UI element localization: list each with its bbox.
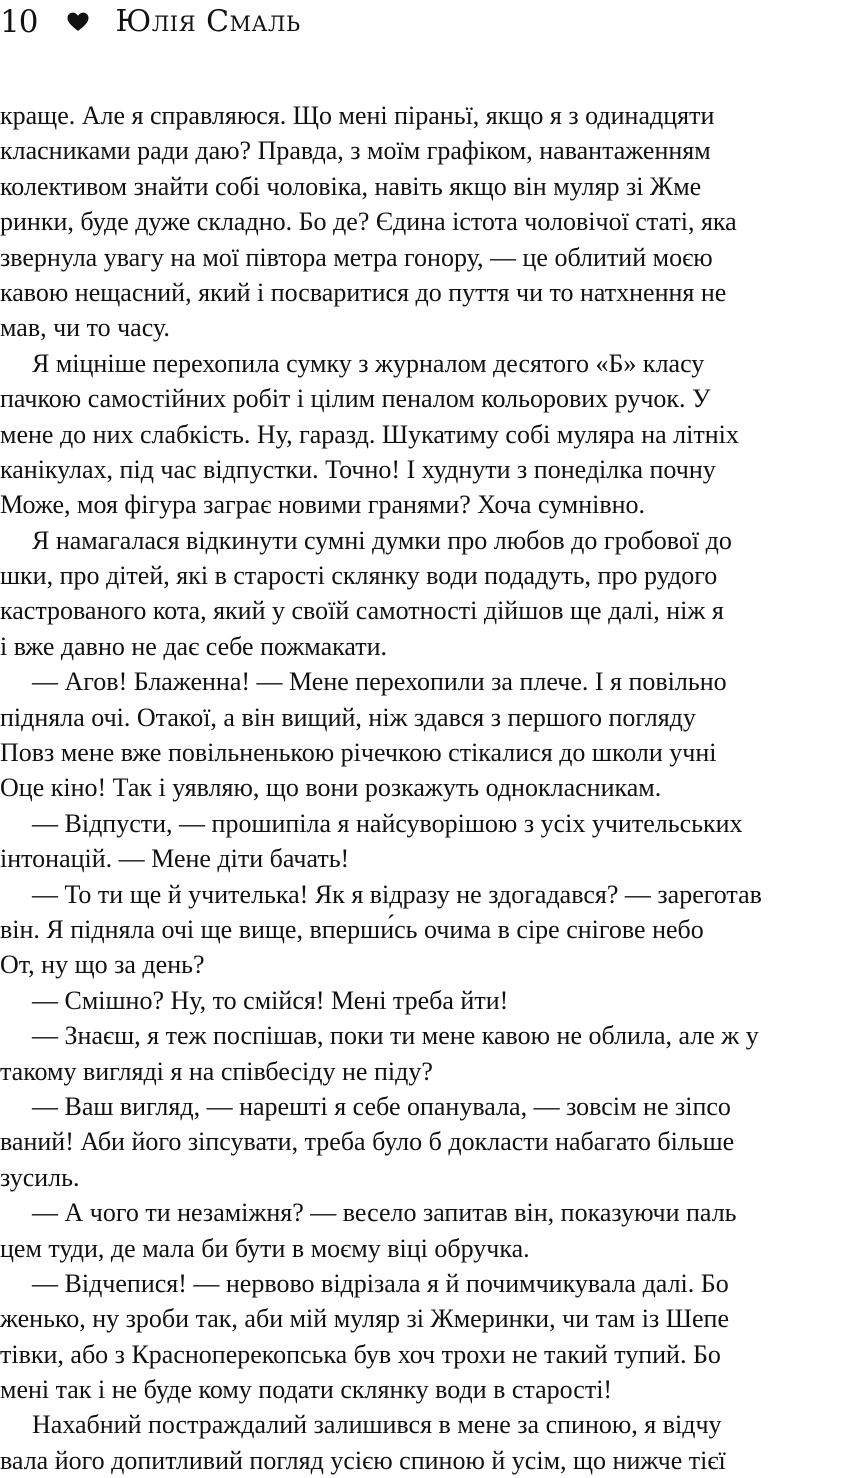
text-line: пачкою самостійних робіт і цілим пеналом кольорових ручок. У [0, 384, 711, 414]
body-text [0, 98, 864, 1478]
text-line: класниками ради даю? Правда, з моїм графіком, навантаженням [0, 136, 711, 166]
text-line: шки, про дітей, які в старості склянку води подадуть, про рудого [0, 561, 718, 591]
text-line: мав, чи то часу. [0, 313, 170, 343]
text-line: підняла очі. Отакої, а він вищий, ніж здався з першого погляду [0, 702, 696, 732]
text-line: мені так і не буде кому подати склянку води в старості! [0, 1375, 613, 1405]
text-line: і вже давно не дає себе пожмакати. [0, 631, 388, 661]
text-line: канікулах, під час відпустки. Точно! І худнути з понеділка почну [0, 454, 716, 484]
text-line: — То ти ще й учителька! Як я відразу не здогадався? — зареготав [32, 879, 762, 909]
text-line: Я міцніше перехопила сумку з журналом десятого «Б» класу [32, 348, 705, 378]
text-line: — Відпусти, — прошипіла я найсуворішою з усіх учительських [32, 808, 743, 838]
text-line: ваний! Аби його зіпсувати, треба було б докласти набагато більше [0, 1127, 735, 1157]
text-line: Нахабний постраждалий залишився в мене за спиною, я відчу [32, 1410, 722, 1440]
text-line: зусиль. [0, 1162, 80, 1192]
page-number: 10 [0, 3, 38, 40]
author-name: Юлія Смаль [115, 4, 301, 39]
text-line: такому вигляді я на співбесіду не піду? [0, 1056, 433, 1086]
text-line: — Агов! Блаженна! — Мене перехопили за плече. І я повільно [32, 667, 727, 697]
text-line: кастрованого кота, який у своїй самотності дійшов ще далі, ніж я [0, 596, 724, 626]
text-line: — Відчепися! — нервово відрізала я й почимчикувала далі. Бо [32, 1268, 729, 1298]
text-line: Повз мене вже повільненькою річечкою стікалися до школи учні [0, 738, 717, 768]
text-line: тівки, або з Красноперекопська був хоч трохи не такий тупий. Бо [0, 1339, 721, 1369]
text-line: — Ваш вигляд, — нарешті я себе опанувала, — зовсім не зіпсо [32, 1091, 731, 1121]
heart-icon [67, 12, 89, 32]
text-line: — А чого ти незаміжня? — весело запитав він, показуючи паль [32, 1198, 737, 1228]
text-line: Оце кіно! Так і уявляю, що вони розкажуть однокласникам. [0, 773, 662, 803]
text-line: Може, моя фігура заграє новими гранями? Хоча сумнівно. [0, 490, 646, 520]
text-line: От, ну що за день? [0, 950, 205, 980]
text-line: кавою нещасний, який і посваритися до пуття чи то натхнення не [0, 277, 727, 307]
text-line: вала його допитливий погляд усією спиною й усім, що нижче тієї [0, 1445, 726, 1475]
text-line: Я намагалася відкинути сумні думки про любов до гробової до [32, 525, 732, 555]
text-line: він. Я підняла очі ще вище, вперши́сь очима в сіре снігове небо [0, 914, 704, 944]
text-line: цем туди, де мала би бути в моєму віці обручка. [0, 1233, 530, 1263]
text-line: звернула увагу на мої півтора метра гонору, — це облитий моєю [0, 242, 713, 272]
text-line: ринки, буде дуже складно. Бо де? Єдина істота чоловічої статі, яка [0, 207, 737, 237]
text-line: колективом знайти собі чоловіка, навіть якщо він муляр зі Жме [0, 171, 702, 201]
text-line: мене до них слабкість. Ну, гаразд. Шукатиму собі муляра на літніх [0, 419, 739, 449]
text-line: інтонацій. — Мене діти бачать! [0, 844, 350, 874]
text-line: краще. Але я справляюся. Що мені піраньї, якщо я з одинадцяти [0, 101, 715, 130]
text-line: женько, ну зроби так, аби мій муляр зі Жмеринки, чи там із Шепе [0, 1304, 729, 1334]
running-header [0, 0, 301, 44]
text-line: — Знаєш, я теж поспішав, поки ти мене кавою не облила, але ж у [32, 1021, 759, 1051]
text-line: — Смішно? Ну, то смійся! Мені треба йти! [32, 985, 509, 1015]
